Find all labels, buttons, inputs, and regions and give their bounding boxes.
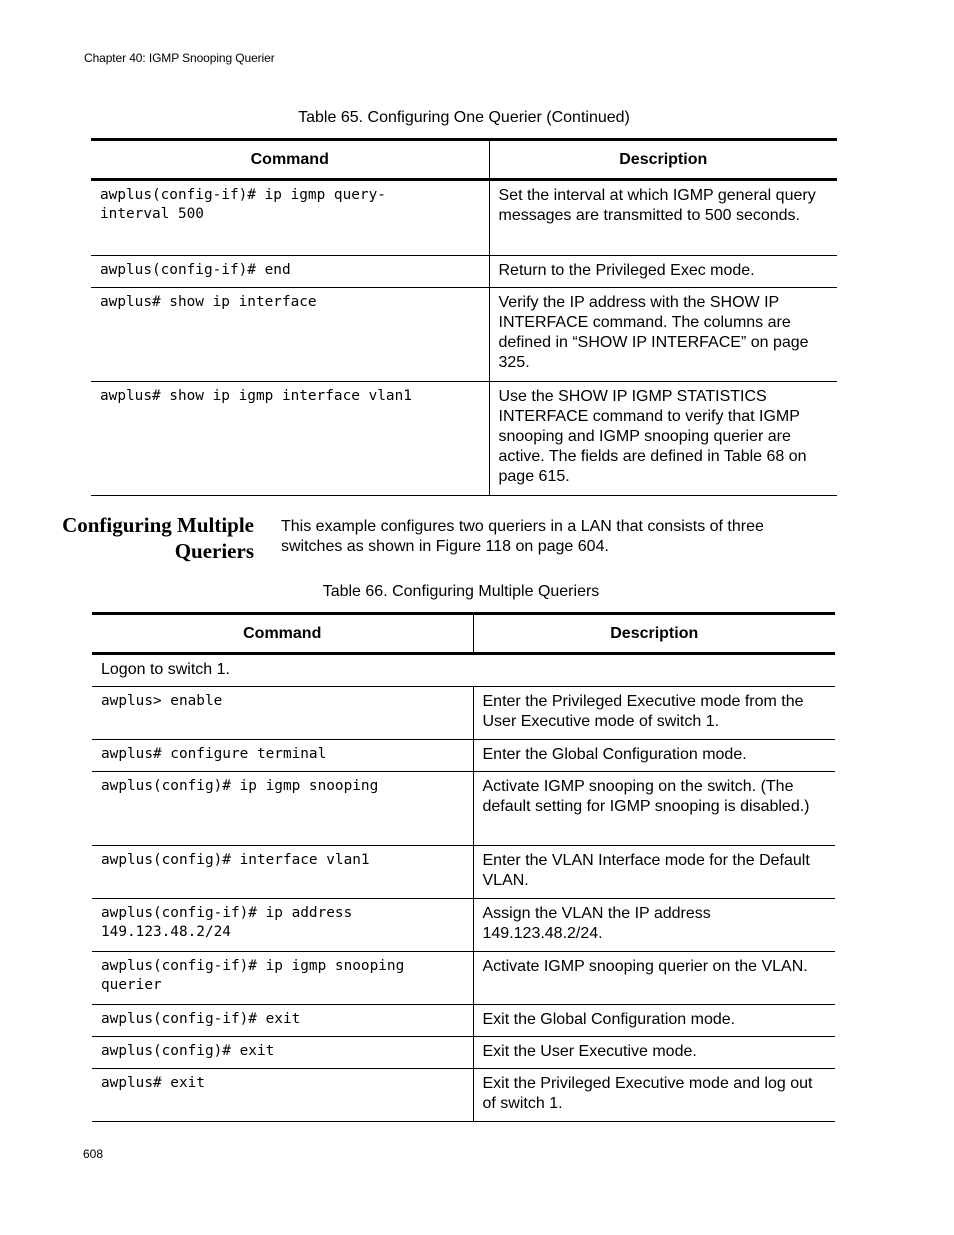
description-cell: Set the interval at which IGMP general query messages are transmitted to 500 seconds. xyxy=(489,180,837,256)
column-header-command: Command xyxy=(92,614,473,654)
description-cell: Assign the VLAN the IP address 149.123.48.2/24. xyxy=(473,899,835,952)
description-cell: Return to the Privileged Exec mode. xyxy=(489,256,837,288)
command-cell: awplus# exit xyxy=(92,1069,473,1122)
description-cell: Activate IGMP snooping querier on the VLAN. xyxy=(473,952,835,1005)
section-body: This example configures two queriers in a LAN that consists of three switches as shown in Figure 118 on page 604. xyxy=(281,518,764,555)
section-title: Configuring Multiple Queriers xyxy=(62,513,254,563)
table-row xyxy=(92,1005,835,1037)
description-cell: Exit the Global Configuration mode. xyxy=(473,1005,835,1037)
intro-cell: Logon to switch 1. xyxy=(92,654,835,687)
table-row xyxy=(92,772,835,846)
description-cell: Verify the IP address with the SHOW IP INTERFACE command. The columns are defined in “SHOW IP INTERFACE” on page 325. xyxy=(489,288,837,382)
column-header-command: Command xyxy=(91,140,489,180)
description-cell: Use the SHOW IP IGMP STATISTICS INTERFACE command to verify that IGMP snooping and IGMP snooping querier are active. The fields are defined in Table 68 on page 615. xyxy=(489,382,837,496)
table-65-caption: Table 65. Configuring One Querier (Continued) xyxy=(298,109,630,126)
table-header-row xyxy=(92,614,835,654)
table-66-caption: Table 66. Configuring Multiple Queriers xyxy=(322,583,600,600)
description-cell: Activate IGMP snooping on the switch. (The default setting for IGMP snooping is disabled.) xyxy=(473,772,835,846)
table-65 xyxy=(91,138,837,496)
command-cell: awplus(config)# interface vlan1 xyxy=(92,846,473,899)
table-row xyxy=(92,1037,835,1069)
command-line: awplus(config-if)# ip igmp query- interval 500 xyxy=(100,187,386,222)
table-row xyxy=(92,1069,835,1122)
command-cell: awplus(config)# exit xyxy=(92,1037,473,1069)
table-66 xyxy=(92,612,835,1122)
table-header-row xyxy=(91,140,837,180)
command-cell: awplus# show ip interface xyxy=(91,288,489,382)
command-cell: awplus(config-if)# end xyxy=(91,256,489,288)
table-row xyxy=(92,952,835,1005)
table-row xyxy=(91,256,837,288)
table-row xyxy=(92,740,835,772)
description-cell: Enter the VLAN Interface mode for the Default VLAN. xyxy=(473,846,835,899)
description-cell: Enter the Global Configuration mode. xyxy=(473,740,835,772)
description-cell: Exit the User Executive mode. xyxy=(473,1037,835,1069)
table-row xyxy=(92,654,835,687)
table-row xyxy=(91,288,837,382)
command-cell: awplus> enable xyxy=(92,687,473,740)
table-row xyxy=(91,180,837,256)
page-number: 608 xyxy=(83,1147,104,1161)
column-header-description: Description xyxy=(473,614,835,654)
command-cell xyxy=(92,952,473,1005)
column-header-description: Description xyxy=(489,140,837,180)
command-cell xyxy=(91,180,489,256)
table-row xyxy=(92,899,835,952)
description-cell: Enter the Privileged Executive mode from the User Executive mode of switch 1. xyxy=(473,687,835,740)
command-cell: awplus(config)# ip igmp snooping xyxy=(92,772,473,846)
command-cell: awplus# configure terminal xyxy=(92,740,473,772)
command-cell xyxy=(92,899,473,952)
description-cell: Exit the Privileged Executive mode and log out of switch 1. xyxy=(473,1069,835,1122)
command-line: awplus(config-if)# ip igmp snooping querier xyxy=(101,958,405,993)
table-row xyxy=(92,687,835,740)
chapter-header: Chapter 40: IGMP Snooping Querier xyxy=(84,51,275,65)
command-cell: awplus(config-if)# exit xyxy=(92,1005,473,1037)
command-cell: awplus# show ip igmp interface vlan1 xyxy=(91,382,489,496)
table-row xyxy=(91,382,837,496)
command-line: awplus(config-if)# ip address 149.123.48.2/24 xyxy=(101,905,353,940)
table-row xyxy=(92,846,835,899)
